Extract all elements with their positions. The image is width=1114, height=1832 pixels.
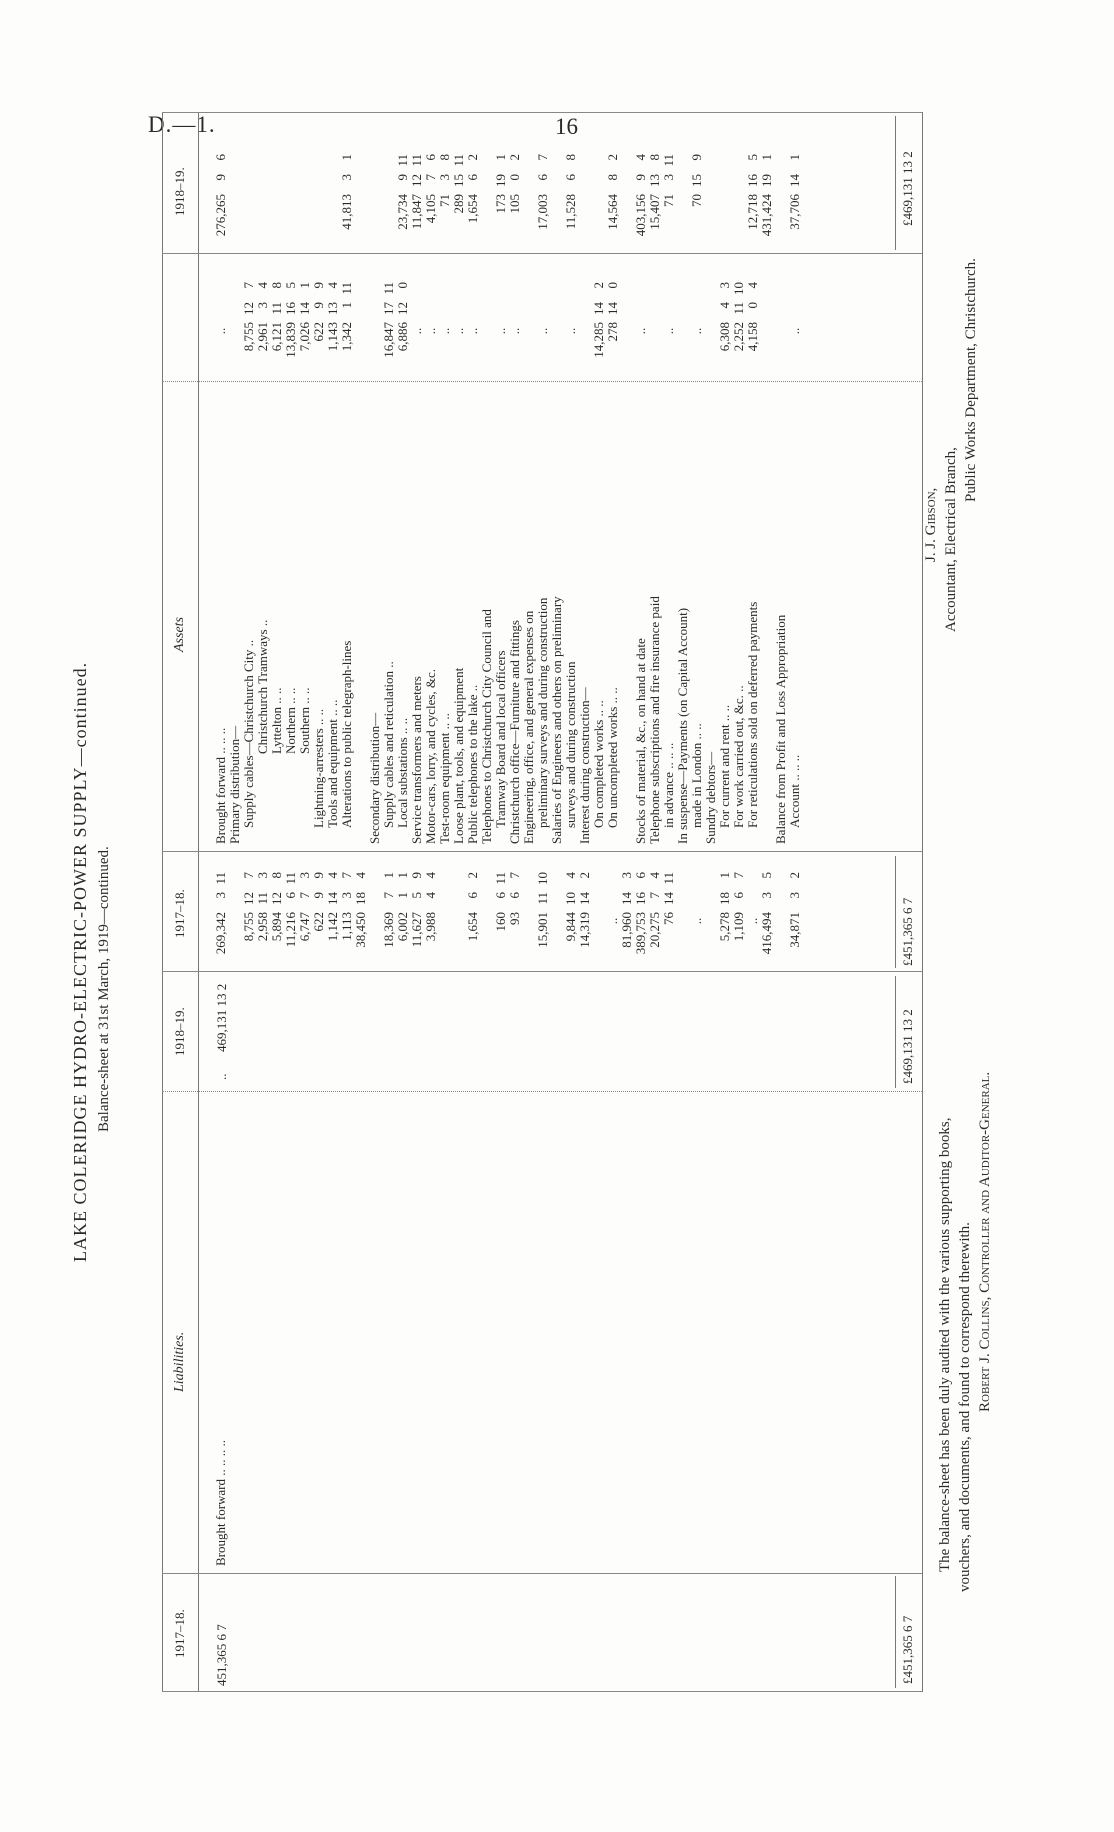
asset-1918-inner-value: .. [633,327,648,335]
asset-1918-outer-value: 11,528 6 8 [563,154,578,230]
asset-row-label: Service transformers and meters [409,676,424,844]
asset-1918-outer-value: 23,734 9 11 [395,154,410,230]
asset-1917-value: 34,871 3 2 [787,872,802,948]
asset-1918-outer-value: 37,706 14 1 [787,154,802,230]
asset-1918-outer-value: 14,564 8 2 [605,154,620,230]
col-liabilities: Liabilities. [172,1331,187,1392]
asset-1918-outer-value [270,154,284,252]
asset-row-label [354,388,368,844]
asset-1918-outer-value: 403,156 9 4 [633,154,648,237]
asset-1917-value: 76 14 11 [661,872,676,925]
liab-label-brought-forward: Brought forward .. .. .. .. [213,1439,228,1566]
asset-1917-value: 622 9 9 [311,872,326,932]
asset-1917-value: 5,894 12 8 [269,872,284,942]
asset-1917-value: 6,747 7 3 [297,872,312,942]
asset-1917-value: 15,901 11 10 [535,872,550,948]
asset-1918-outer-value: 173 19 1 [493,154,508,214]
asset-1918-outer-value [704,154,718,252]
asset-1918-inner-value [550,282,564,380]
asset-1918-outer-value [550,154,564,252]
col-assets: Assets [172,617,187,652]
asset-1917-value: 1,113 3 7 [339,872,354,941]
asset-1918-inner-value: 278 14 0 [605,282,620,342]
col-liab-1917: 1917–18. [172,1609,187,1658]
asset-1917-value: 14,319 14 2 [577,872,592,948]
asset-1917-value: 1,109 6 7 [731,872,746,942]
asset-1918-outer-value [732,154,746,252]
asset-1918-outer-value: 71 3 8 [437,154,452,207]
asset-row-label [760,388,774,844]
asset-1918-outer-value: 70 15 9 [689,154,704,207]
asset-row-label: Lyttelton .. .. [269,687,284,754]
asset-row-label: Local substations .. .. [395,717,410,828]
asset-1917-column [214,872,802,970]
asset-row-label: Lightning-arresters .. .. [311,708,326,828]
asset-1918-inner-value: 6,308 4 3 [717,282,732,352]
asset-1917-value: 1,654 6 2 [465,872,480,942]
asset-1918-outer-value [578,154,592,252]
asset-1918-inner-value: .. [465,327,480,335]
asset-1917-value: 9,844 10 4 [563,872,578,942]
col-liab-1918: 1918–19. [172,1007,187,1056]
asset-row-label: Secondary distribution— [367,712,382,844]
asset-row-label: In suspense—Payments (on Capital Account) [675,607,690,844]
asset-1918-inner-value: .. [535,327,550,335]
asset-row-label: Public telephones to the lake .. [465,684,480,844]
asset-row-label [620,388,634,844]
asset-1918-inner-value: .. [409,327,424,335]
asset-1918-inner-value: 2,961 3 4 [255,282,270,352]
asset-1917-value: .. [689,917,704,925]
asset-1918-outer-value: 12,718 16 5 [745,154,760,230]
asset-1918-inner-column [214,282,802,380]
signatory-role1: Accountant, Electrical Branch, [943,447,959,632]
asset-1917-value: 1,142 14 4 [325,872,340,942]
asset-1918-inner-value: 14,285 14 2 [591,282,606,358]
asset-row-label: Salaries of Engineers and others on preliminary [549,596,564,844]
asset-1917-value: .. [605,917,620,925]
asset-row-label: Alterations to public telegraph-lines [339,640,354,828]
asset-1918-outer-value: 71 3 11 [661,154,676,207]
asset-1918-inner-value: 2,252 11 10 [731,282,746,352]
asset-1917-value: 18,369 7 1 [381,872,396,948]
asset-1917-value: 93 6 7 [507,872,522,925]
asset-labels [214,388,802,844]
asset-row-label: Tramway Board and local officers [493,650,508,828]
asset-row-label: Test-room equipment .. .. [437,713,452,844]
asset-1917-value [592,872,606,970]
asset-1918-inner-value [578,282,592,380]
asset-row-label: Stocks of material, &c., on hand at date [633,638,648,844]
asset-1918-inner-value: .. [563,327,578,335]
page-id: D.—1. [148,112,216,137]
asset-1917-value: 416,494 3 5 [759,872,774,955]
asset-1918-outer-value [368,154,382,252]
asset-1918-inner-value [648,282,662,380]
document-subtitle: Balance-sheet at 31st March, 1919—continued. [96,846,112,1132]
asset-1918-inner-value: 16,847 17 11 [381,282,396,358]
liab-1918-brought-forward: 469,131 13 2 [214,983,229,1052]
asset-1917-value: 11,216 6 11 [283,872,298,948]
liab-total-1917: £451,365 6 7 [900,1615,915,1684]
asset-1917-value: 20,275 7 4 [647,872,662,948]
asset-1918-inner-value [676,282,690,380]
asset-row-label: Northern .. .. [283,687,298,754]
asset-1918-inner-value: 8,755 12 7 [241,282,256,352]
asset-1917-value: 389,753 16 6 [633,872,648,955]
asset-1918-inner-value [774,282,788,380]
asset-row-label: Telephone subscriptions and fire insurance paid [647,596,662,844]
asset-row-label: Engineering, office, and general expenses on [521,610,536,844]
asset-1918-inner-value: .. [689,327,704,335]
liab-1917-brought-forward: 451,365 6 7 [214,1624,229,1686]
signatory-role2: Public Works Department, Christchurch. [963,258,979,502]
asset-1918-inner-value: .. [661,327,676,335]
asset-1917-value [704,872,718,970]
asset-1918-inner-value [760,282,774,380]
asset-row-label: Christchurch Tramways .. [255,619,270,754]
asset-1917-value: 3,988 4 4 [423,872,438,942]
asset-1918-outer-value [354,154,368,252]
asset-row-label: Primary distribution— [227,725,242,844]
asset-1918-outer-value: 15,407 13 8 [647,154,662,230]
asset-1918-outer-value [676,154,690,252]
asset-1918-outer-value [228,154,242,252]
auditor-signature: Robert J. Collins, Controller and Auditor-General. [977,1071,993,1412]
asset-1917-value [228,872,242,970]
asset-1917-value: 5,278 18 1 [717,872,732,942]
balance-table [162,112,932,1692]
asset-1918-inner-value: .. [451,327,466,335]
asset-1917-value [550,872,564,970]
asset-1918-outer-value [326,154,340,252]
asset-1918-inner-value: 622 9 9 [311,282,326,342]
asset-1918-inner-value: 1,342 1 11 [339,282,354,352]
asset-1918-outer-value: 105 0 2 [507,154,522,214]
asset-1918-outer-value: 11,847 12 11 [409,154,424,230]
asset-1918-inner-value [228,282,242,380]
asset-1918-inner-value: 6,121 11 8 [269,282,284,352]
asset-1918-inner-value: 13,839 16 5 [283,282,298,358]
asset-1918-inner-value: 1,143 13 4 [325,282,340,352]
asset-1918-outer-value [284,154,298,252]
asset-1918-outer-value: 4,105 7 6 [423,154,438,224]
asset-row-label: Interest during construction— [577,687,592,844]
asset-1918-inner-value: .. [493,327,508,335]
audit-note-line2: vouchers, and documents, and found to correspond therewith. [957,1222,973,1592]
asset-1918-outer-value: 276,265 9 6 [213,154,228,237]
asset-1918-outer-column [214,154,802,252]
asset-1918-inner-value: 6,886 12 0 [395,282,410,352]
asset-row-label: Tools and equipment .. .. [325,699,340,828]
asset-1917-value: 6,002 1 1 [395,872,410,942]
asset-row-label: On completed works .. .. [591,700,606,828]
asset-1918-outer-value [774,154,788,252]
asset-row-label: Account .. .. .. [787,754,802,828]
asset-row-label: Motor-cars, lorry, and cycles, &c. [423,668,438,844]
col-asset-1918: 1918–19. [172,167,187,216]
asset-1917-value: 81,960 14 3 [619,872,634,948]
asset-1918-outer-value [522,154,536,252]
asset-row-label: Supply cables—Christchurch City .. [241,639,256,828]
asset-row-label: Telephones to Christchurch City Council and [479,609,494,844]
asset-1918-inner-value [704,282,718,380]
asset-1917-value [676,872,690,970]
asset-1918-outer-value: 17,003 6 7 [535,154,550,230]
asset-1918-inner-value: .. [213,327,228,335]
asset-1917-value [438,872,452,970]
asset-row-label: in advance .. .. .. [661,742,676,828]
asset-1917-value: 11,627 5 9 [409,872,424,948]
asset-row-label: surveys and during construction [563,661,578,828]
asset-1918-inner-value [522,282,536,380]
asset-row-label: For reticulations sold on deferred payments [745,601,760,828]
asset-1918-outer-value [480,154,494,252]
asset-1918-outer-value [620,154,634,252]
asset-1917-value: 160 6 11 [493,872,508,932]
liab-1918-inner: .. [214,1073,229,1080]
asset-1918-outer-value: 289 15 11 [451,154,466,214]
asset-1917-value [368,872,382,970]
rotated-balance-sheet [62,112,992,1692]
asset-1918-outer-value [592,154,606,252]
asset-1918-inner-value [620,282,634,380]
asset-1918-inner-value [354,282,368,380]
asset-1917-value [452,872,466,970]
asset-1918-inner-value [480,282,494,380]
asset-1918-outer-value [242,154,256,252]
asset-1918-outer-value [256,154,270,252]
asset-1918-inner-value: .. [437,327,452,335]
asset-1917-value: 269,342 3 11 [213,872,228,955]
asset-row-label: Brought forward .. .. .. [213,727,228,844]
asset-1917-value [480,872,494,970]
asset-1918-outer-value: 1,654 6 2 [465,154,480,224]
asset-1918-outer-value [718,154,732,252]
liab-total-1918: £469,131 13 2 [900,1009,915,1084]
asset-1917-value: 38,450 18 4 [353,872,368,948]
asset-total-1918: £469,131 13 2 [900,151,915,226]
asset-row-label: Southern .. .. [297,687,312,754]
col-asset-1917: 1917–18. [172,889,187,938]
asset-1917-value: .. [745,917,760,925]
asset-1918-outer-value [312,154,326,252]
page-number: 16 [555,114,578,139]
asset-1918-inner-value: .. [787,327,802,335]
asset-1917-value: 8,755 12 7 [241,872,256,942]
asset-row-label: Supply cables and reticulation .. [381,661,396,828]
asset-1918-inner-value: .. [507,327,522,335]
asset-1918-inner-value: .. [423,327,438,335]
asset-1918-outer-value [382,154,396,252]
signatory-name: J. J. Gibson, [923,487,939,562]
asset-1918-outer-value: 41,813 3 1 [339,154,354,230]
asset-1918-outer-value [298,154,312,252]
asset-1917-value [522,872,536,970]
asset-1918-inner-value: 7,026 14 1 [297,282,312,352]
asset-1918-inner-value [368,282,382,380]
document-title: LAKE COLERIDGE HYDRO-ELECTRIC-POWER SUPPLY—continued. [70,661,90,1262]
asset-row-label: Balance from Profit and Loss Appropriation [773,614,788,844]
asset-1917-value [774,872,788,970]
asset-row-label: Sundry debtors— [703,751,718,844]
asset-1918-outer-value: 431,424 19 1 [759,154,774,237]
asset-total-1917: £451,365 6 7 [900,897,915,966]
audit-note-line1: The balance-sheet has been duly audited with the various supporting books, [937,1117,953,1572]
asset-1917-value: 2,958 11 3 [255,872,270,942]
asset-row-label: Christchurch office—Furniture and fittings [507,620,522,844]
asset-row-label: preliminary surveys and during construction [535,597,550,828]
asset-row-label: On uncompleted works .. .. [605,687,620,828]
asset-row-label: Loose plant, tools, and equipment [451,667,466,844]
asset-row-label: For work carried out, &c. .. [731,685,746,828]
asset-row-label: For current and rent .. .. [717,704,732,828]
asset-1918-inner-value: 4,158 0 4 [745,282,760,352]
asset-row-label: made in London .. .. [689,723,704,828]
